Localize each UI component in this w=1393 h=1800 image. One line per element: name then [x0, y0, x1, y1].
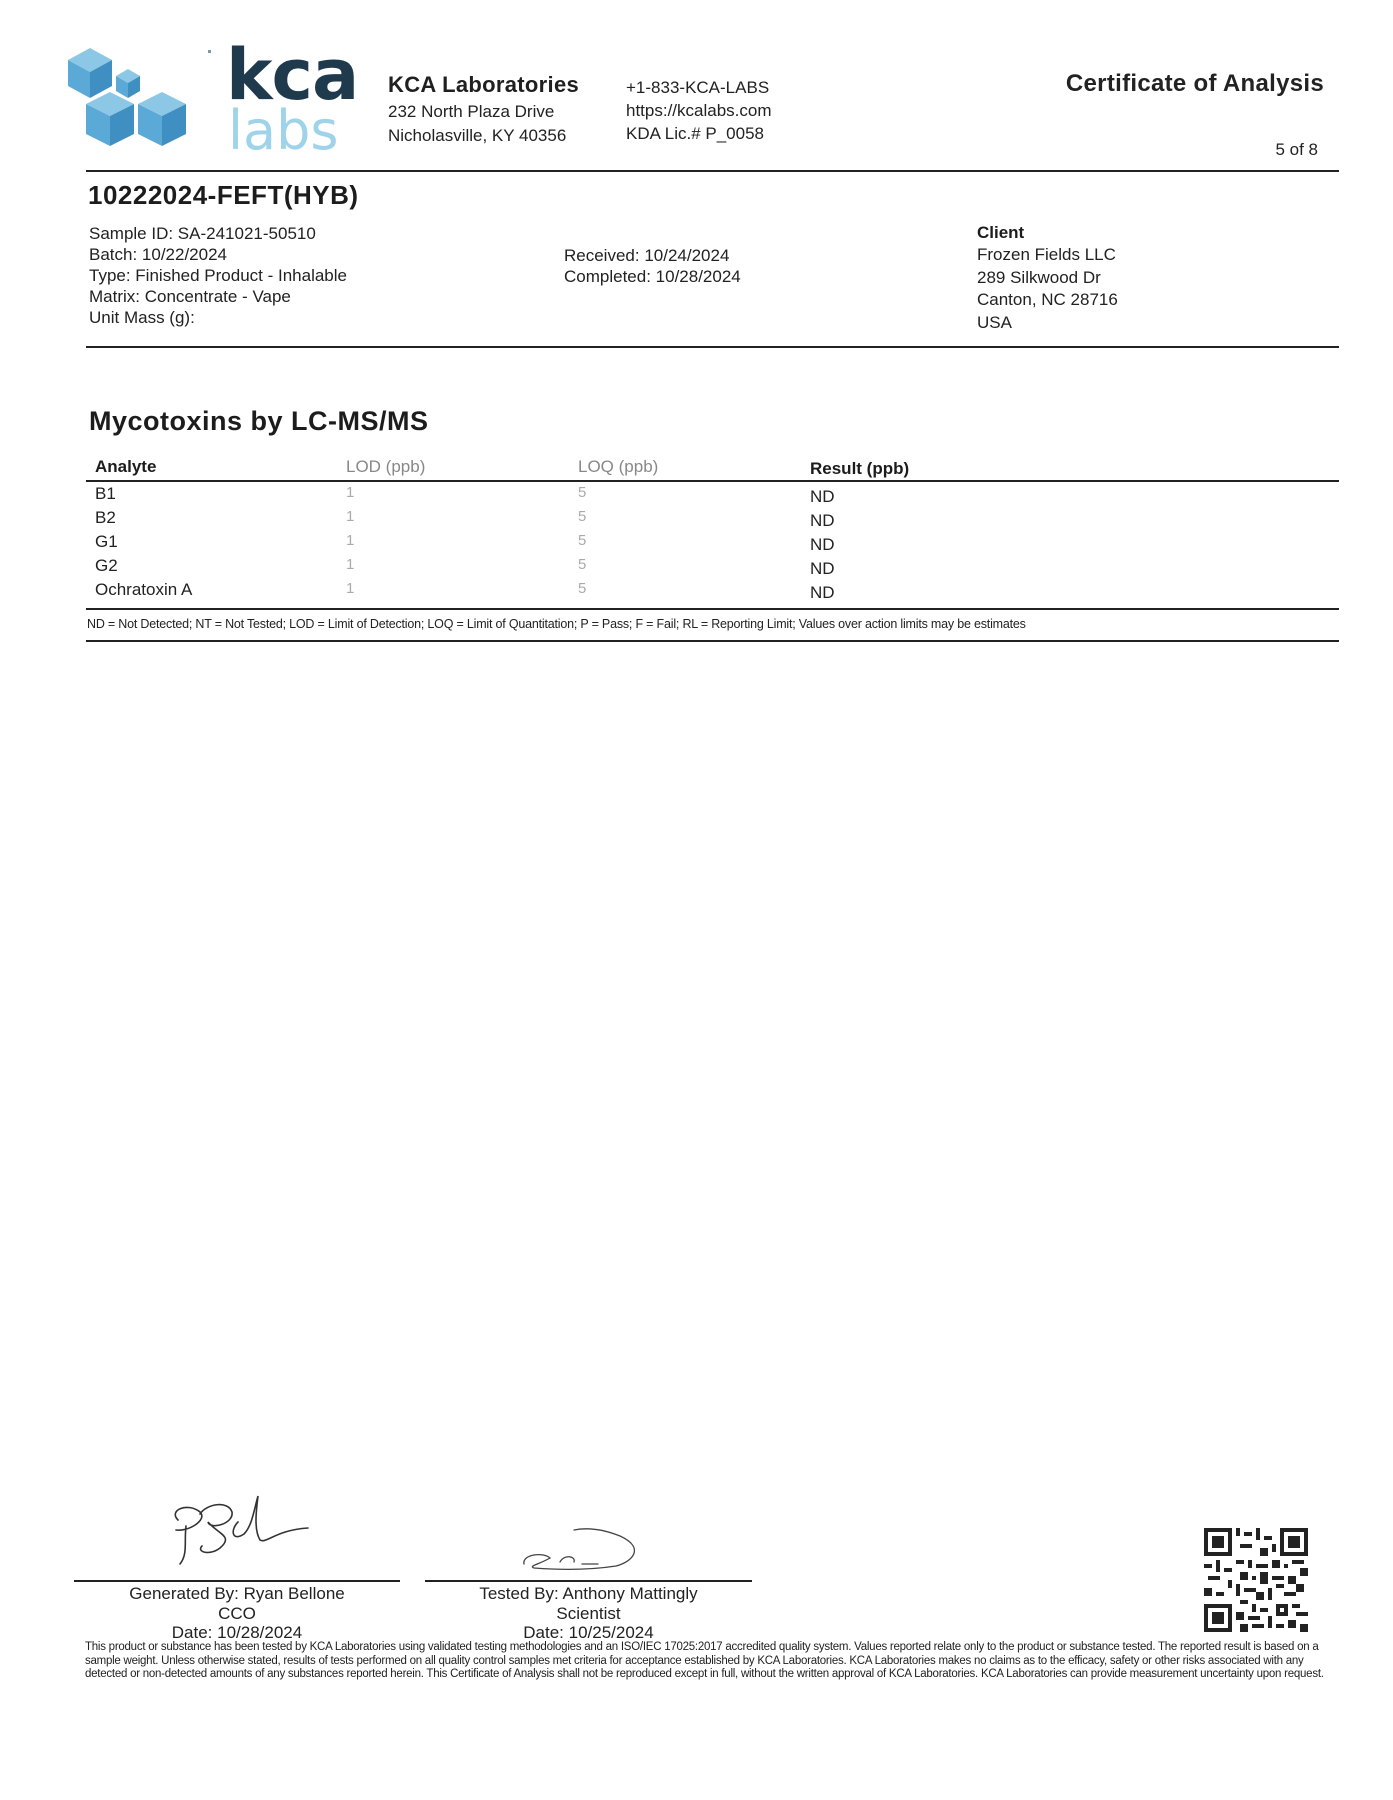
sample-info-block — [89, 224, 347, 329]
analyte-lod: 1 — [346, 580, 355, 597]
table-header — [86, 457, 1339, 482]
signature-line-generated — [74, 1580, 400, 1582]
table-row — [86, 578, 1339, 602]
client-city: Canton, NC 28716 — [977, 290, 1118, 309]
info-divider — [86, 346, 1339, 348]
analyte-name: G1 — [95, 532, 118, 551]
analyte-result: ND — [810, 559, 835, 578]
page-number: 5 of 8 — [1275, 140, 1318, 159]
table-row — [86, 506, 1339, 530]
column-header-lod: LOD (ppb) — [346, 457, 426, 476]
signature-line-tested — [425, 1580, 752, 1582]
client-block — [977, 223, 1118, 335]
sample-unit-mass: Unit Mass (g): — [89, 308, 195, 327]
tested-by-name: Tested By: Anthony Mattingly — [479, 1584, 698, 1603]
lab-license: KDA Lic.# P_0058 — [626, 124, 764, 143]
generated-by-title: CCO — [218, 1603, 256, 1623]
signature-ryan-bellone — [158, 1490, 318, 1570]
sample-id: Sample ID: SA-241021-50510 — [89, 224, 316, 243]
analyte-result: ND — [810, 511, 835, 530]
column-header-result: Result (ppb) — [810, 459, 910, 478]
lab-address-line2: Nicholasville, KY 40356 — [388, 126, 567, 145]
header-divider — [86, 170, 1339, 172]
column-header-analyte: Analyte — [95, 457, 157, 476]
sample-type: Type: Finished Product - Inhalable — [89, 266, 347, 285]
lab-address-line1: 232 North Plaza Drive — [388, 102, 555, 121]
table-row — [86, 482, 1339, 506]
analyte-result: ND — [810, 583, 835, 602]
generated-by-date: Date: 10/28/2024 — [171, 1623, 303, 1642]
analyte-result: ND — [810, 535, 835, 554]
sample-dates-block — [564, 246, 741, 288]
logo-labs-text: labs — [228, 99, 339, 162]
analyte-loq: 5 — [578, 580, 587, 597]
client-country: USA — [977, 312, 1012, 332]
client-street: 289 Silkwood Dr — [977, 267, 1101, 287]
client-name: Frozen Fields LLC — [977, 245, 1116, 264]
tested-by-title: Scientist — [556, 1603, 621, 1623]
analyte-lod: 1 — [346, 532, 355, 549]
generated-by-name: Generated By: Ryan Bellone — [129, 1584, 345, 1603]
lab-website: https://kcalabs.com — [626, 101, 772, 120]
document-title: Certificate of Analysis — [1065, 70, 1324, 97]
legend-bottom-rule — [86, 640, 1339, 642]
completed-date: Completed: 10/28/2024 — [564, 267, 741, 286]
abbreviation-legend: ND = Not Detected; NT = Not Tested; LOD = Limit of Detection; LOQ = Limit of Quantitation; P = Pass; F = Fail; RL = Reporting Limit; Values over action limits may be estimates — [87, 617, 1026, 631]
tested-by-block — [425, 1584, 752, 1643]
sample-matrix: Matrix: Concentrate - Vape — [89, 287, 291, 306]
analyte-name: B2 — [95, 508, 116, 527]
lab-name: KCA Laboratories — [388, 72, 580, 97]
analyte-name: B1 — [95, 484, 116, 503]
column-header-loq: LOQ (ppb) — [578, 457, 659, 476]
lab-address-block — [388, 72, 579, 146]
kca-labs-logo — [68, 34, 359, 162]
analyte-lod: 1 — [346, 556, 355, 573]
table-row — [86, 530, 1339, 554]
sample-title: 10222024-FEFT(HYB) — [88, 180, 359, 210]
generated-by-block — [74, 1584, 400, 1643]
lab-phone: +1-833-KCA-LABS — [626, 78, 770, 97]
section-title: Mycotoxins by LC-MS/MS — [89, 406, 429, 436]
analyte-result: ND — [810, 487, 835, 506]
analyte-lod: 1 — [346, 484, 355, 501]
legal-disclaimer: This product or substance has been tested by KCA Laboratories using validated testing methodologies and an ISO/IEC 17025:2017 accredited quality system. Values reported relate only to the product or substance tested. The reported result is based on a sample weight. Unless otherwise stated, results of tests performed on all quality control samples met criteria for acceptance established by KCA Laboratories. KCA Laboratories makes no claims as to the efficacy, safety or other risks associated with any detected or non-detected amounts of any substances reported herein. This Certificate of Analysis shall not be reproduced except in full, without the written approval of KCA Laboratories. KCA Laboratories can provide measurement uncertainty upon request. — [85, 1641, 1324, 1680]
signature-anthony-mattingly — [520, 1524, 650, 1574]
analyte-loq: 5 — [578, 532, 587, 549]
cube-logo-icon — [68, 46, 218, 158]
analyte-name: Ochratoxin A — [95, 580, 193, 599]
logo-kca-text: kca — [226, 34, 359, 116]
received-date: Received: 10/24/2024 — [564, 246, 730, 265]
client-heading: Client — [977, 223, 1025, 242]
sample-batch: Batch: 10/22/2024 — [89, 245, 228, 264]
mycotoxin-table — [86, 457, 1339, 642]
tested-by-date: Date: 10/25/2024 — [523, 1623, 654, 1642]
analyte-lod: 1 — [346, 508, 355, 525]
analyte-loq: 5 — [578, 556, 587, 573]
qr-code-icon — [1204, 1528, 1308, 1632]
table-bottom-rule — [86, 608, 1339, 610]
analyte-loq: 5 — [578, 508, 587, 525]
analyte-name: G2 — [95, 556, 118, 575]
analyte-loq: 5 — [578, 484, 587, 501]
lab-contact-block — [626, 78, 772, 147]
table-row — [86, 554, 1339, 578]
